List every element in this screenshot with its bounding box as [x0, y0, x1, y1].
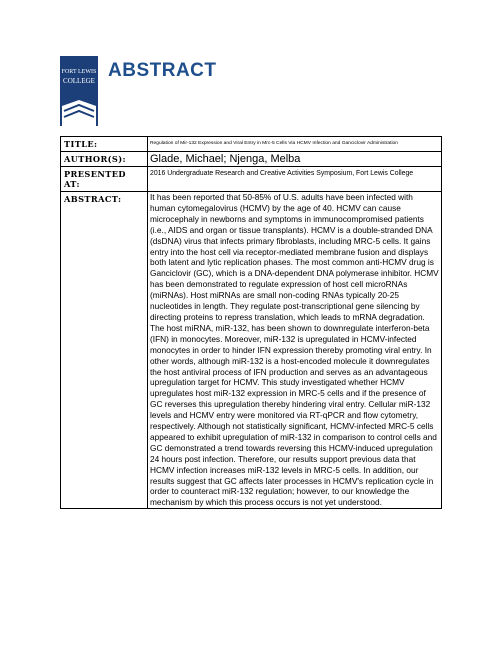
abstract-info-table: [60, 136, 442, 509]
page-heading: ABSTRACT: [108, 60, 217, 81]
presented-label: PRESENTED AT:: [61, 167, 148, 192]
title-value: Regulation of Mir-132 Expression and Viral Entry in Mrc-5 Cells Via HCMV Infection and Ganciclovir Administration: [148, 137, 442, 152]
title-label: TITLE:: [61, 137, 148, 152]
abstract-row: [61, 192, 442, 509]
presented-row: [61, 167, 442, 192]
college-logo-graphic: [60, 56, 98, 126]
abstract-text: It has been reported that 50-85% of U.S. adults have been infected with human cytomegalovirus (HCMV) by the age of 40. HCMV can cause microcephaly in newborns and symptoms in immunocompromised patients (i.e., AIDS and organ or tissue transplants). HCMV is a double-stranded DNA (dsDNA) virus that infects primary fibroblasts, including MRC-5 cells. It gains entry into the host cell via receptor-mediated membrane fusion and displays both latent and lytic replication phases. The most common anti-HCMV drug is Ganciclovir (GC), which is a DNA-dependent DNA polymerase inhibitor. HCMV has been demonstrated to regulate expression of host cell microRNAs (miRNAs). Host miRNAs are small non-coding RNAs typically 20-25 nucleotides in length. They regulate post-transcriptional gene silencing by directing proteins to repress translation, which leads to mRNA degradation. The host miRNA, miR-132, has been shown to downregulate interferon-beta (IFN) in monocytes. Moreover, miR-132 is upregulated in HCMV-infected monocytes in order to hinder IFN expression thereby promoting viral entry. In other words, although miR-132 is a host-encoded molecule it downregulates the host antiviral process of IFN production and serves as an advantageous upregulation target for HCMV. This study investigated whether HCMV upregulates host miR-132 expression in MRC-5 cells and if the presence of GC reverses this upregulation thereby hindering viral entry. Cellular miR-132 levels and HCMV entry were monitored via RT-qPCR and flow cytometry, respectively. Although not statistically significant, HCMV-infected MRC-5 cells appeared to exhibit upregulation of miR-132 in comparison to control cells and GC demonstrated a trend towards reversing this HCMV-induced upregulation 24 hours post infection. Therefore, our results support previous data that HCMV infection increases miR-132 levels in MRC-5 cells. In addition, our results suggest that GC affects later processes in HCMV's replication cycle in order to counteract miR-132 regulation; however, to our knowledge the mechanism by which this process occurs is not yet understood.: [148, 192, 442, 509]
logo-text-line-2: COLLEGE: [63, 77, 95, 85]
abstract-label: ABSTRACT:: [61, 192, 148, 509]
authors-row: [61, 152, 442, 167]
authors-value: Glade, Michael; Njenga, Melba: [148, 152, 442, 167]
title-row: [61, 137, 442, 152]
college-logo: [60, 56, 98, 126]
presented-value: 2016 Undergraduate Research and Creative Activities Symposium, Fort Lewis College: [148, 167, 442, 192]
authors-label: AUTHOR(S):: [61, 152, 148, 167]
logo-text-line-1: FORT LEWIS: [61, 69, 97, 75]
